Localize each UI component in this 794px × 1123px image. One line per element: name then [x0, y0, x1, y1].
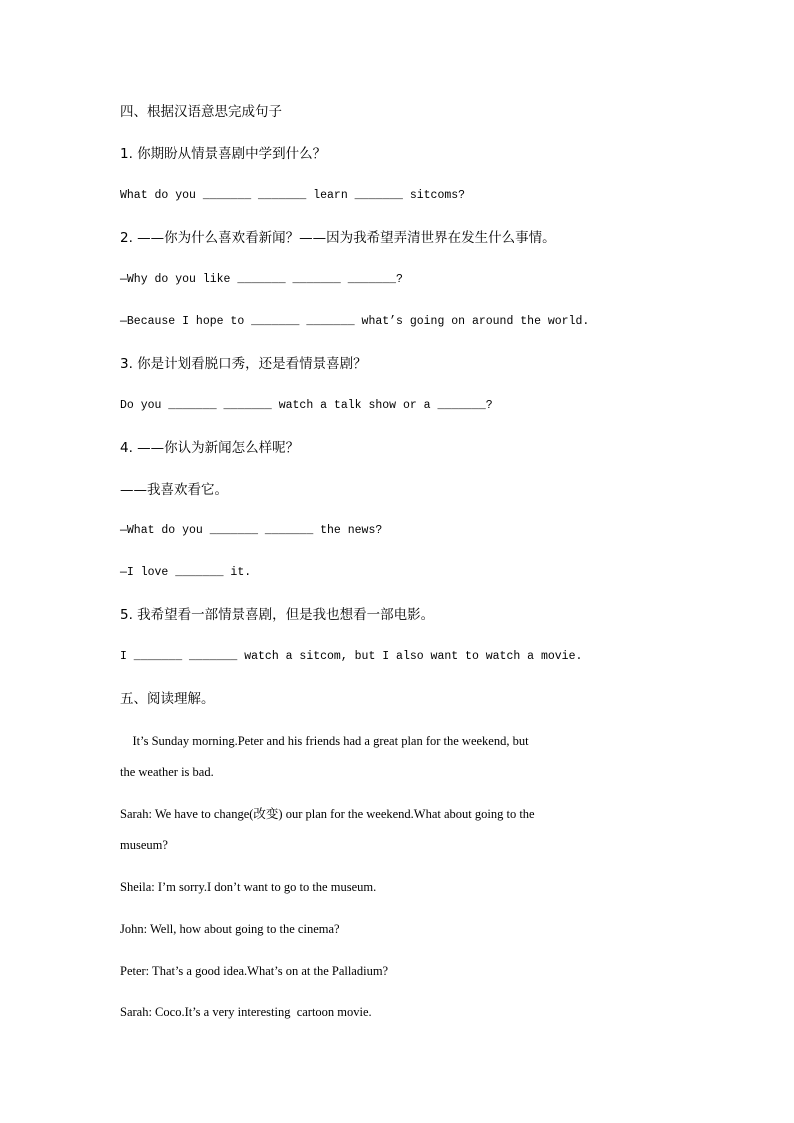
question-5-english: I _______ _______ watch a sitcom, but I also want to watch a movie. [120, 650, 583, 663]
dialogue-sarah-1-line-1: Sarah: We have to change(改变) our plan for the weekend.What about going to the [120, 807, 535, 821]
passage-intro-line-1: It’s Sunday morning.Peter and his friends had a great plan for the weekend, but [120, 734, 529, 748]
question-4-chinese-2: ——我喜欢看它。 [120, 482, 228, 498]
passage-intro-line-2: the weather is bad. [120, 765, 214, 779]
dialogue-john: John: Well, how about going to the cinema? [120, 922, 340, 936]
dialogue-peter: Peter: That’s a good idea.What’s on at the Palladium? [120, 964, 389, 978]
section-4-title: 四、根据汉语意思完成句子 [120, 104, 282, 120]
question-1-english: What do you _______ _______ learn _______ sitcoms? [120, 189, 466, 202]
dialogue-sarah-2: Sarah: Coco.It’s a very interesting cartoon movie. [120, 1005, 372, 1019]
question-2-english-1: —Why do you like _______ _______ _______? [120, 273, 403, 286]
question-3-english: Do you _______ _______ watch a talk show or a _______? [120, 399, 493, 412]
dialogue-sheila: Sheila: I’m sorry.I don’t want to go to the museum. [120, 880, 377, 894]
dialogue-sarah-1-line-2: museum? [120, 838, 168, 852]
question-3-chinese: 3. 你是计划看脱口秀，还是看情景喜剧？ [120, 356, 367, 372]
question-2-english-2: —Because I hope to _______ _______ what’s going on around the world. [120, 315, 590, 328]
question-2-chinese: 2. ——你为什么喜欢看新闻？——因为我希望弄清世界在发生什么事情。 [120, 230, 556, 246]
question-4-english-2: —I love _______ it. [120, 566, 252, 579]
section-5-title: 五、阅读理解。 [120, 691, 215, 707]
question-4-chinese: 4. ——你认为新闻怎么样呢？ [120, 440, 300, 456]
question-1-chinese: 1. 你期盼从情景喜剧中学到什么？ [120, 146, 327, 162]
question-4-english-1: —What do you _______ _______ the news? [120, 524, 383, 537]
question-5-chinese: 5. 我希望看一部情景喜剧，但是我也想看一部电影。 [120, 607, 435, 623]
